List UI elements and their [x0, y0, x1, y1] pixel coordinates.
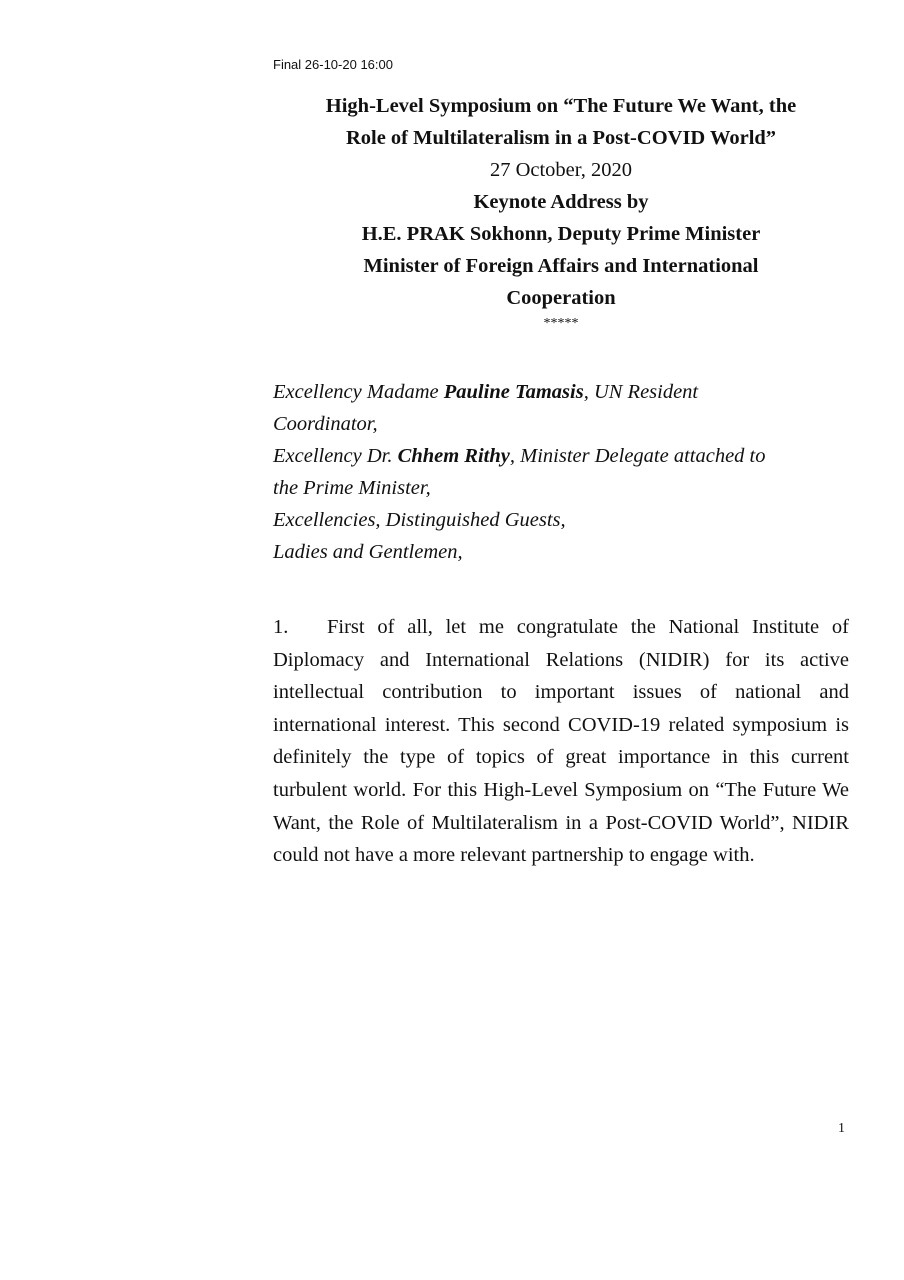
- title-block: [273, 90, 849, 332]
- salutation-3-name: Chhem Rithy: [397, 445, 510, 467]
- speaker-role-line-2: Cooperation: [506, 287, 616, 309]
- event-date: 27 October, 2020: [489, 159, 633, 181]
- salutation-line-2: Coordinator,: [273, 413, 378, 435]
- salutation-line-5: Excellencies, Distinguished Guests,: [273, 509, 566, 531]
- salutation-line-3: [273, 440, 853, 472]
- address-type: Keynote Address by: [473, 191, 649, 213]
- title-line-2: Role of Multilateralism in a Post-COVID World”: [345, 127, 777, 149]
- salutation-line-4: the Prime Minister,: [273, 477, 431, 499]
- salutation-1-suffix: , UN Resident: [583, 381, 699, 403]
- salutation-1-name: Pauline Tamasis: [443, 381, 584, 403]
- speaker-role-line-1: Minister of Foreign Affairs and International: [363, 255, 759, 277]
- salutation-3-prefix: Excellency Dr.: [273, 445, 398, 467]
- salutation-1-prefix: Excellency Madame: [273, 381, 444, 403]
- separator-stars: *****: [543, 316, 579, 331]
- paragraph-1: [273, 611, 849, 872]
- page-number: 1: [838, 1121, 845, 1136]
- salutation-line-6: Ladies and Gentlemen,: [273, 541, 463, 563]
- paragraph-1-number: 1.: [273, 616, 289, 638]
- salutation-3-suffix: , Minister Delegate attached to: [509, 445, 766, 467]
- paragraph-1-text: First of all, let me congratulate the National Institute of Diplomacy and International Relations (NIDIR) for its active intellectual contribution to important issues of national and international interest. This second COVID-19 related symposium is definitely the type of topics of great importance in this current turbulent world. For this High-Level Symposium on “The Future We Want, the Role of Multilateralism in a Post-COVID World”, NIDIR could not have a more relevant partnership to engage with.: [273, 616, 849, 867]
- speaker-name: H.E. PRAK Sokhonn, Deputy Prime Minister: [361, 223, 761, 245]
- version-note: Final 26-10-20 16:00: [273, 57, 393, 72]
- salutations: [273, 376, 853, 568]
- title-line-1: High-Level Symposium on “The Future We Want, the: [325, 95, 797, 117]
- salutation-line-1: [273, 376, 853, 408]
